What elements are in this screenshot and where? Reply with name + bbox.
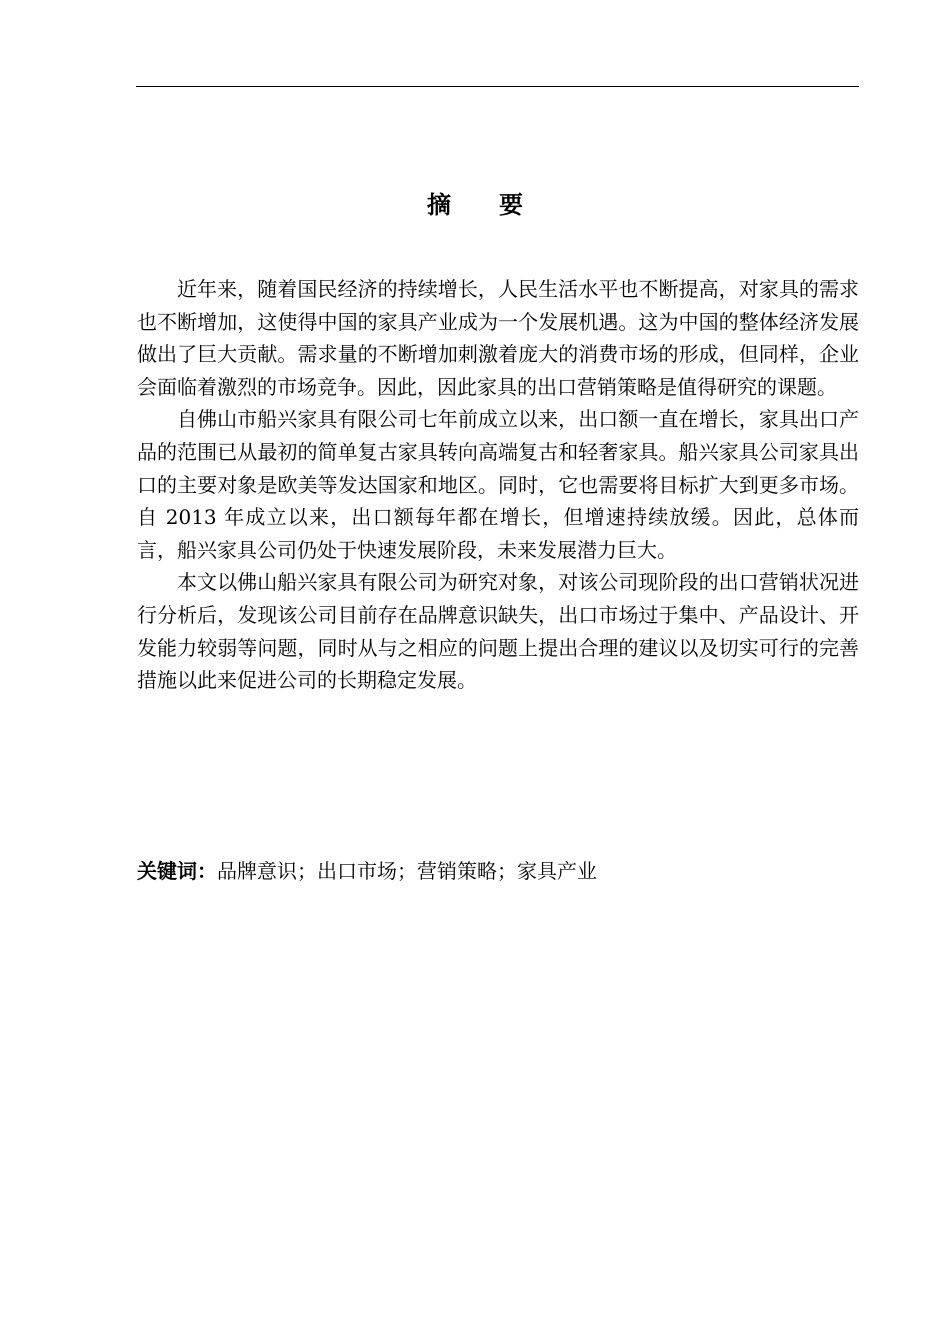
keywords-line [137, 855, 859, 887]
abstract-paragraph-2: 自佛山市船兴家具有限公司七年前成立以来，出口额一直在增长，家具出口产品的范围已从最初的简单复古家具转向高端复古和轻奢家具。船兴家具公司家具出口的主要对象是欧美等发达国家和地区。同时，它也需要将目标扩大到更多市场。自 2013 年成立以来，出口额每年都在增长，但增速持续放缓。因此，总体而言，船兴家具公司仍处于快速发展阶段，未来发展潜力巨大。 [137, 407, 859, 562]
keywords-label: 关键词： [137, 859, 217, 883]
keywords-text: 品牌意识；出口市场；营销策略；家具产业 [217, 859, 597, 883]
abstract-body [137, 273, 859, 697]
abstract-paragraph-3: 本文以佛山船兴家具有限公司为研究对象，对该公司现阶段的出口营销状况进行分析后，发现该公司目前存在品牌意识缺失，出口市场过于集中、产品设计、开发能力较弱等问题，同时从与之相应的问题上提出合理的建议以及切实可行的完善措施以此来促进公司的长期稳定发展。 [137, 570, 859, 693]
abstract-paragraph-1: 近年来，随着国民经济的持续增长，人民生活水平也不断提高，对家具的需求也不断增加，这使得中国的家具产业成为一个发展机遇。这为中国的整体经济发展做出了巨大贡献。需求量的不断增加刺激着庞大的消费市场的形成，但同样，企业会面临着激烈的市场竞争。因此，因此家具的出口营销策略是值得研究的课题。 [137, 277, 859, 399]
header-rule [136, 86, 859, 87]
page-title: 摘 要 [427, 191, 523, 219]
